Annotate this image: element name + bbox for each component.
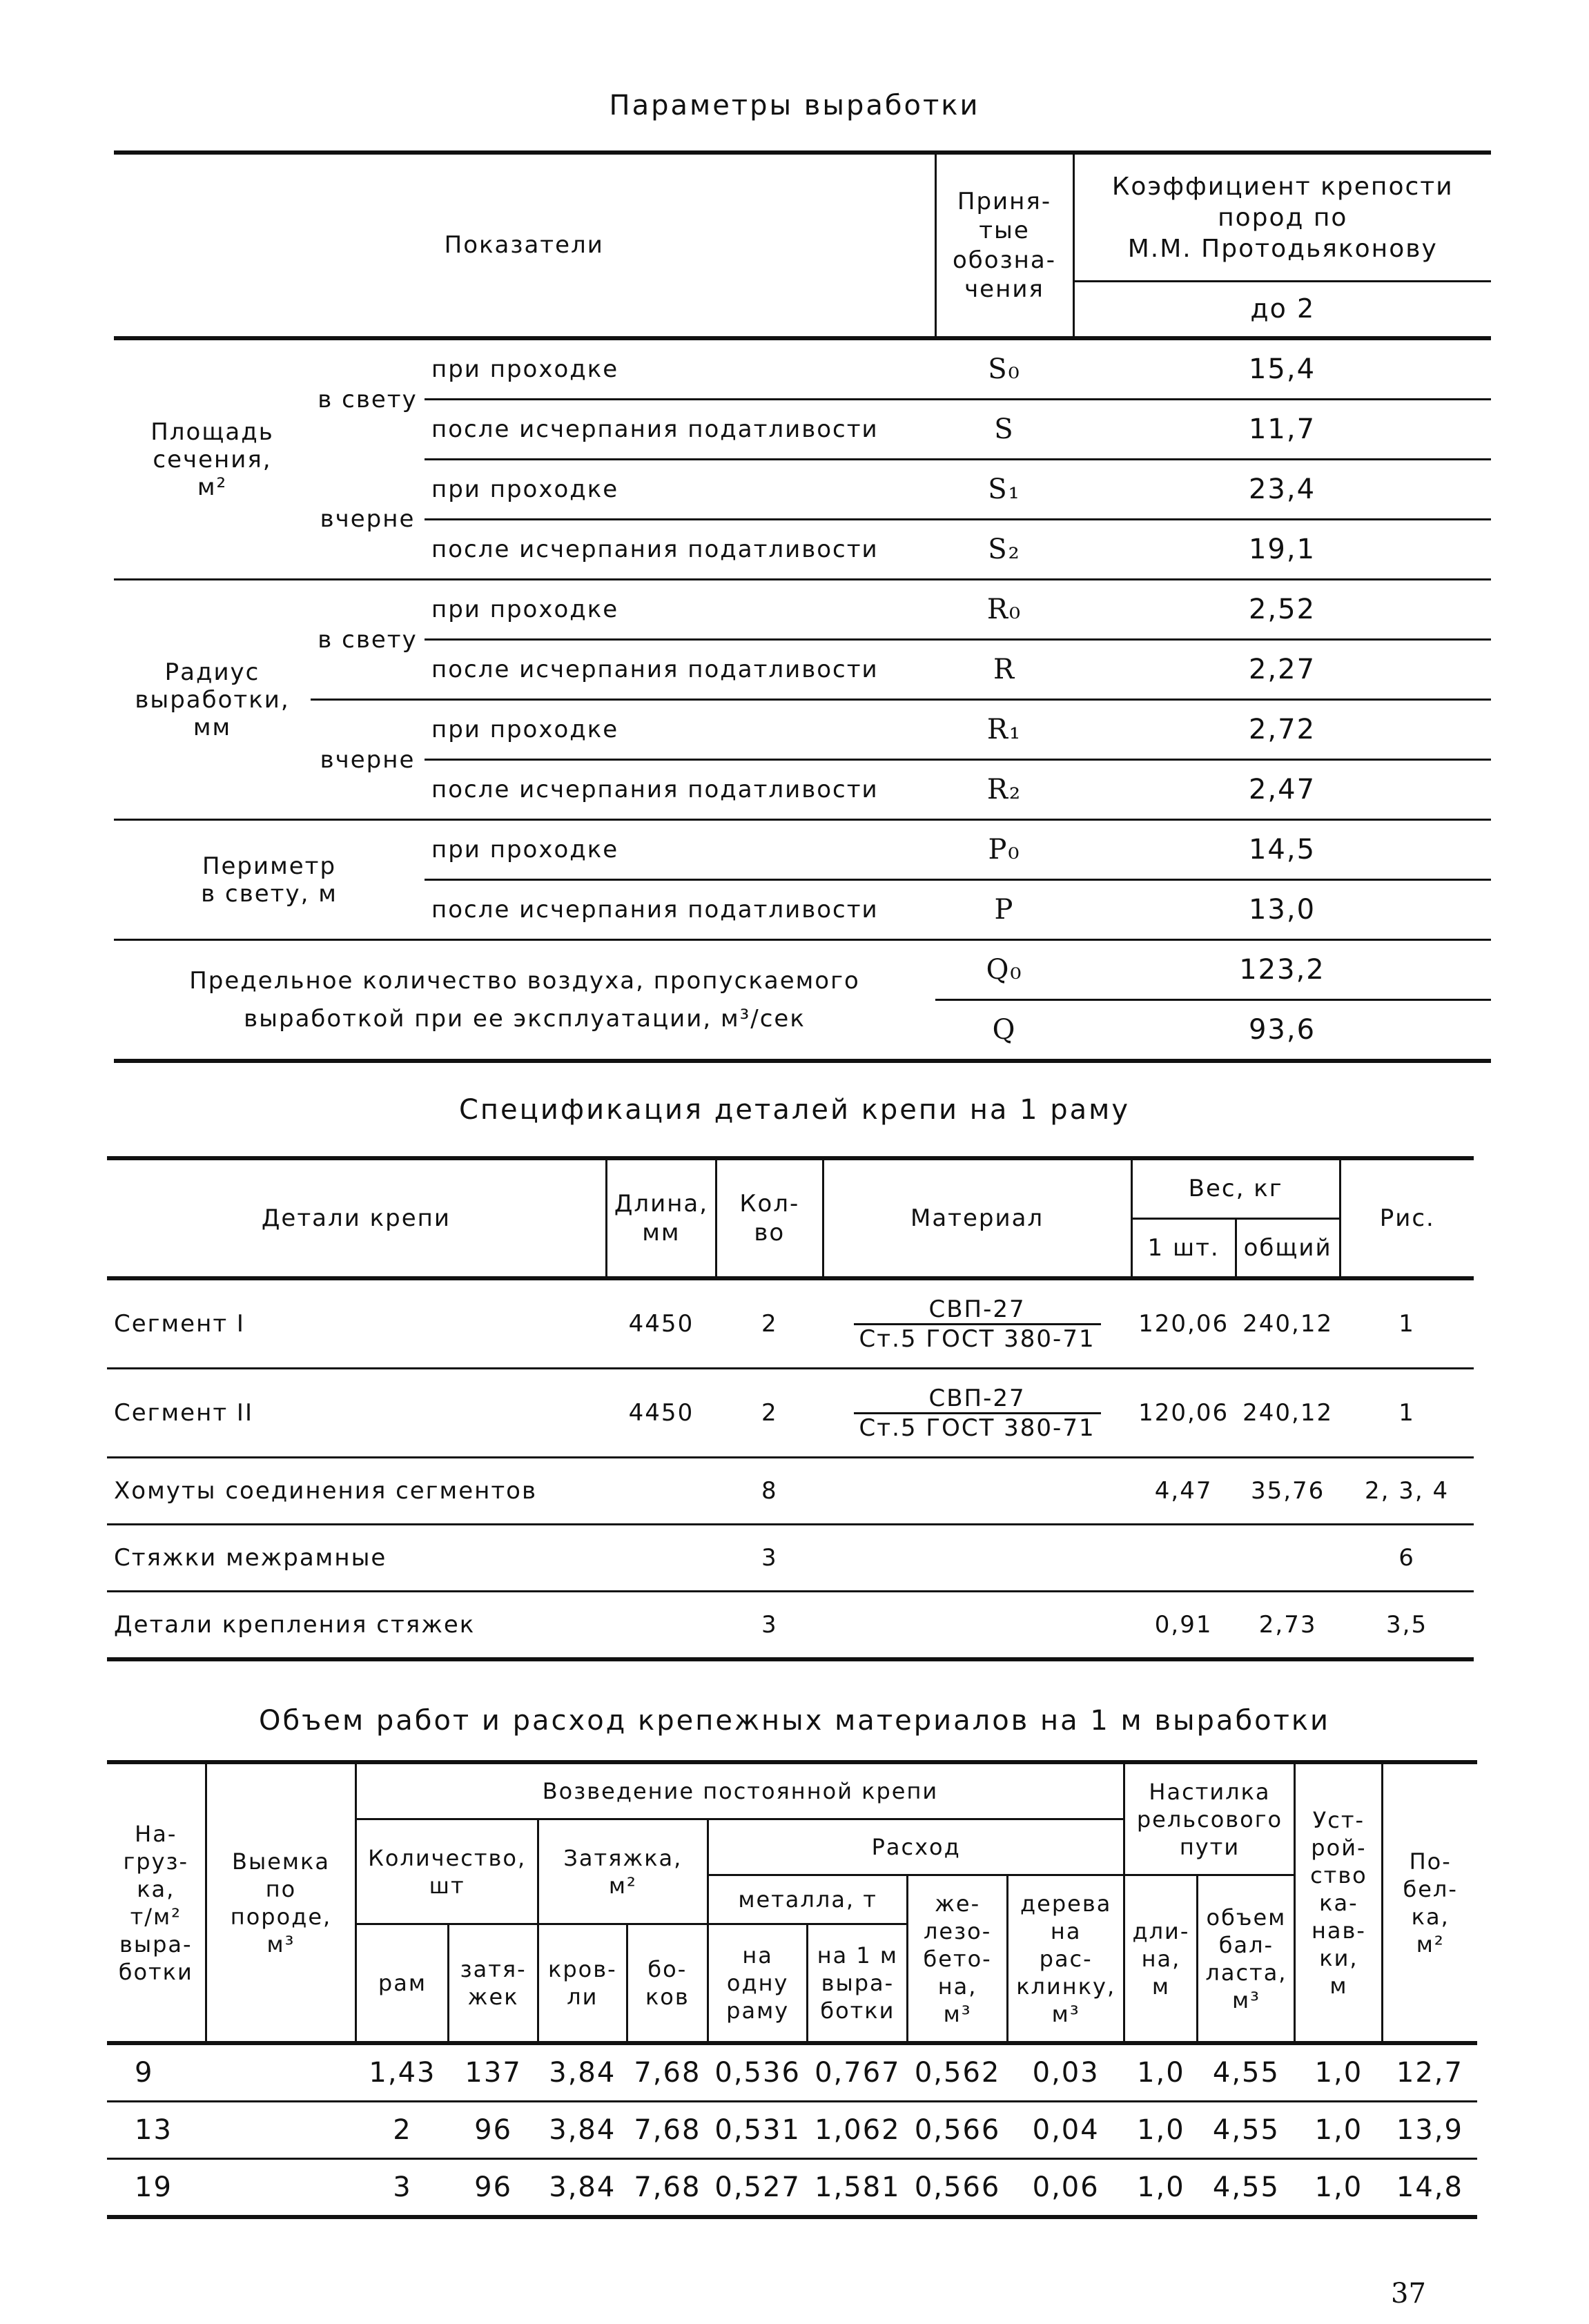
cell: 4,55 <box>1198 2043 1295 2102</box>
cell: 0,531 <box>708 2102 808 2159</box>
symbol: S₂ <box>935 520 1073 580</box>
symbol: Q <box>935 1000 1073 1062</box>
table2-title: Спецификация деталей крепи на 1 раму <box>458 1094 1131 1126</box>
header-roof: кров- ли <box>538 1924 627 2044</box>
cell: 0,566 <box>908 2102 1008 2159</box>
cell: 1,0 <box>1124 2102 1198 2159</box>
weight-total: 240,12 <box>1236 1369 1340 1458</box>
cell: 0,03 <box>1007 2043 1124 2102</box>
header-coef: Коэффициент крепости пород по М.М. Протодьяконову <box>1073 153 1491 282</box>
cond-after: после исчерпания податливости <box>425 640 935 700</box>
table1-title: Параметры выработки <box>609 90 980 121</box>
weight-one <box>1131 1525 1236 1592</box>
cell: 3,84 <box>538 2159 627 2218</box>
cell: 3 <box>356 2159 449 2218</box>
cell: 0,06 <box>1007 2159 1124 2218</box>
header-load: На- груз- ка, т/м² выра- ботки <box>107 1762 206 2043</box>
part-material <box>823 1369 1131 1458</box>
value: 2,47 <box>1073 760 1491 820</box>
cell: 12,7 <box>1383 2043 1477 2102</box>
value: 19,1 <box>1073 520 1491 580</box>
cond-after: после исчерпания податливости <box>425 520 935 580</box>
cell: 1,0 <box>1124 2159 1198 2218</box>
cell: 2 <box>356 2102 449 2159</box>
part-name: Сегмент II <box>107 1369 606 1458</box>
cell: 1,0 <box>1124 2043 1198 2102</box>
cell: 7,68 <box>627 2159 708 2218</box>
symbol: P <box>935 880 1073 940</box>
header-track-length: дли- на, м <box>1124 1875 1198 2044</box>
cell: 1,0 <box>1295 2159 1383 2218</box>
value: 23,4 <box>1073 460 1491 520</box>
cond-driving: при проходке <box>425 820 935 880</box>
material-bottom: Ст.5 ГОСТ 380-71 <box>859 1414 1095 1442</box>
header-track: Настилка рельсового пути <box>1124 1762 1295 1875</box>
part-length: 4450 <box>606 1278 716 1369</box>
cond-after: после исчерпания податливости <box>425 760 935 820</box>
header-weight-one: 1 шт. <box>1131 1218 1236 1278</box>
value: 2,72 <box>1073 700 1491 760</box>
header-permanent: Возведение постоянной крепи <box>356 1762 1124 1819</box>
weight-total: 35,76 <box>1236 1458 1340 1525</box>
header-consumption: Расход <box>708 1819 1124 1875</box>
weight-one: 120,06 <box>1131 1369 1236 1458</box>
part-name: Хомуты соединения сегментов <box>107 1458 716 1525</box>
header-per-meter: на 1 м выра- ботки <box>808 1924 908 2044</box>
header-wood: дерева на рас- клинку, м³ <box>1007 1875 1124 2044</box>
cell: 19 <box>107 2159 206 2218</box>
part-qty: 2 <box>716 1278 823 1369</box>
cell: 7,68 <box>627 2102 708 2159</box>
symbol: Q₀ <box>935 940 1073 1000</box>
value: 123,2 <box>1073 940 1491 1000</box>
cell: 0,527 <box>708 2159 808 2218</box>
part-qty: 2 <box>716 1369 823 1458</box>
part-name: Сегмент I <box>107 1278 606 1369</box>
header-lagging-count: затя- жек <box>449 1924 538 2044</box>
value: 2,52 <box>1073 580 1491 640</box>
cond-driving: при проходке <box>425 700 935 760</box>
table-row <box>107 2043 1477 2102</box>
header-symbols: Приня- тые обозна- чения <box>935 153 1073 338</box>
symbol: R₂ <box>935 760 1073 820</box>
parameters-table <box>114 150 1491 1063</box>
cell: 96 <box>449 2102 538 2159</box>
sub-in-light: в свету <box>311 338 425 460</box>
value: 11,7 <box>1073 400 1491 460</box>
header-part: Детали крепи <box>107 1158 606 1278</box>
figure-ref: 6 <box>1340 1525 1474 1592</box>
header-fig: Рис. <box>1340 1158 1474 1278</box>
cond-after: после исчерпания податливости <box>425 880 935 940</box>
cell: 4,55 <box>1198 2102 1295 2159</box>
cell <box>206 2043 356 2102</box>
part-qty: 3 <box>716 1592 823 1660</box>
cell: 4,55 <box>1198 2159 1295 2218</box>
cell: 7,68 <box>627 2043 708 2102</box>
header-length: Длина, мм <box>606 1158 716 1278</box>
header-per-frame: на одну раму <box>708 1924 808 2044</box>
page-number: 37 <box>1391 2278 1426 2310</box>
symbol: S <box>935 400 1073 460</box>
value: 2,27 <box>1073 640 1491 700</box>
cell: 3,84 <box>538 2043 627 2102</box>
cell: 1,0 <box>1295 2102 1383 2159</box>
header-ballast: объем бал- ласта, м³ <box>1198 1875 1295 2044</box>
material-bottom: Ст.5 ГОСТ 380-71 <box>859 1325 1095 1353</box>
part-material <box>823 1278 1131 1369</box>
cell <box>206 2159 356 2218</box>
table-row <box>107 2159 1477 2218</box>
cell: 14,8 <box>1383 2159 1477 2218</box>
header-coef-value: до 2 <box>1073 282 1491 339</box>
cell: 1,0 <box>1295 2043 1383 2102</box>
cell: 13 <box>107 2102 206 2159</box>
table-row <box>107 2102 1477 2159</box>
weight-one: 0,91 <box>1131 1592 1236 1660</box>
sub-in-rough: вчерне <box>311 700 425 820</box>
value: 13,0 <box>1073 880 1491 940</box>
figure-ref: 2, 3, 4 <box>1340 1458 1474 1525</box>
part-qty: 8 <box>716 1458 823 1525</box>
sub-in-rough: вчерне <box>311 460 425 580</box>
cell: 0,562 <box>908 2043 1008 2102</box>
part-name: Стяжки межрамные <box>107 1525 716 1592</box>
table3-title: Объем работ и расход крепежных материалов на 1 м выработки <box>258 1705 1331 1737</box>
air-label: Предельное количество воздуха, пропускаемого выработкой при ее эксплуатации, м³/сек <box>114 940 935 1062</box>
cell: 13,9 <box>1383 2102 1477 2159</box>
header-metal: металла, т <box>708 1875 907 1924</box>
cell: 1,43 <box>356 2043 449 2102</box>
cell: 137 <box>449 2043 538 2102</box>
weight-total: 240,12 <box>1236 1278 1340 1369</box>
cell <box>206 2102 356 2159</box>
header-frames: рам <box>356 1924 449 2044</box>
header-qty: Кол-во <box>716 1158 823 1278</box>
cell: 9 <box>107 2043 206 2102</box>
part-qty: 3 <box>716 1525 823 1592</box>
material-top: СВП-27 <box>854 1296 1101 1325</box>
cell: 96 <box>449 2159 538 2218</box>
symbol: R <box>935 640 1073 700</box>
cell: 0,566 <box>908 2159 1008 2218</box>
header-count: Количество, шт <box>356 1819 538 1924</box>
header-whitewash: По- бел- ка, м² <box>1383 1762 1477 2043</box>
cell: 0,767 <box>808 2043 908 2102</box>
figure-ref: 1 <box>1340 1278 1474 1369</box>
value: 93,6 <box>1073 1000 1491 1062</box>
cell: 1,581 <box>808 2159 908 2218</box>
symbol: S₀ <box>935 338 1073 400</box>
work-volume-table <box>107 1760 1477 2219</box>
weight-total <box>1236 1525 1340 1592</box>
part-length: 4450 <box>606 1369 716 1458</box>
cell: 0,04 <box>1007 2102 1124 2159</box>
header-indicators: Показатели <box>114 153 935 338</box>
header-concrete: же- лезо- бето- на, м³ <box>908 1875 1008 2044</box>
figure-ref: 3,5 <box>1340 1592 1474 1660</box>
value: 14,5 <box>1073 820 1491 880</box>
header-sides: бо- ков <box>627 1924 708 2044</box>
header-excavation: Выемка по породе, м³ <box>206 1762 356 2043</box>
material-top: СВП-27 <box>854 1385 1101 1414</box>
cell: 3,84 <box>538 2102 627 2159</box>
part-name: Детали крепления стяжек <box>107 1592 716 1660</box>
group-area: Площадь сечения, м² <box>114 338 311 580</box>
group-perimeter: Периметр в свету, м <box>114 820 425 940</box>
cell: 1,062 <box>808 2102 908 2159</box>
symbol: P₀ <box>935 820 1073 880</box>
cond-driving: при проходке <box>425 338 935 400</box>
cond-driving: при проходке <box>425 580 935 640</box>
symbol: R₀ <box>935 580 1073 640</box>
figure-ref: 1 <box>1340 1369 1474 1458</box>
weight-one: 4,47 <box>1131 1458 1236 1525</box>
value: 15,4 <box>1073 338 1491 400</box>
sub-in-light: в свету <box>311 580 425 700</box>
header-material: Материал <box>823 1158 1131 1278</box>
cell: 0,536 <box>708 2043 808 2102</box>
header-weight-total: общий <box>1236 1218 1340 1278</box>
group-radius: Радиус выработки, мм <box>114 580 311 820</box>
weight-one: 120,06 <box>1131 1278 1236 1369</box>
symbol: S₁ <box>935 460 1073 520</box>
specification-table <box>107 1156 1474 1661</box>
header-weight: Вес, кг <box>1131 1158 1340 1218</box>
cond-after: после исчерпания податливости <box>425 400 935 460</box>
weight-total: 2,73 <box>1236 1592 1340 1660</box>
symbol: R₁ <box>935 700 1073 760</box>
header-ditch: Уст- рой- ство ка- нав- ки, м <box>1295 1762 1383 2043</box>
header-lagging: Затяжка, м² <box>538 1819 708 1924</box>
cond-driving: при проходке <box>425 460 935 520</box>
